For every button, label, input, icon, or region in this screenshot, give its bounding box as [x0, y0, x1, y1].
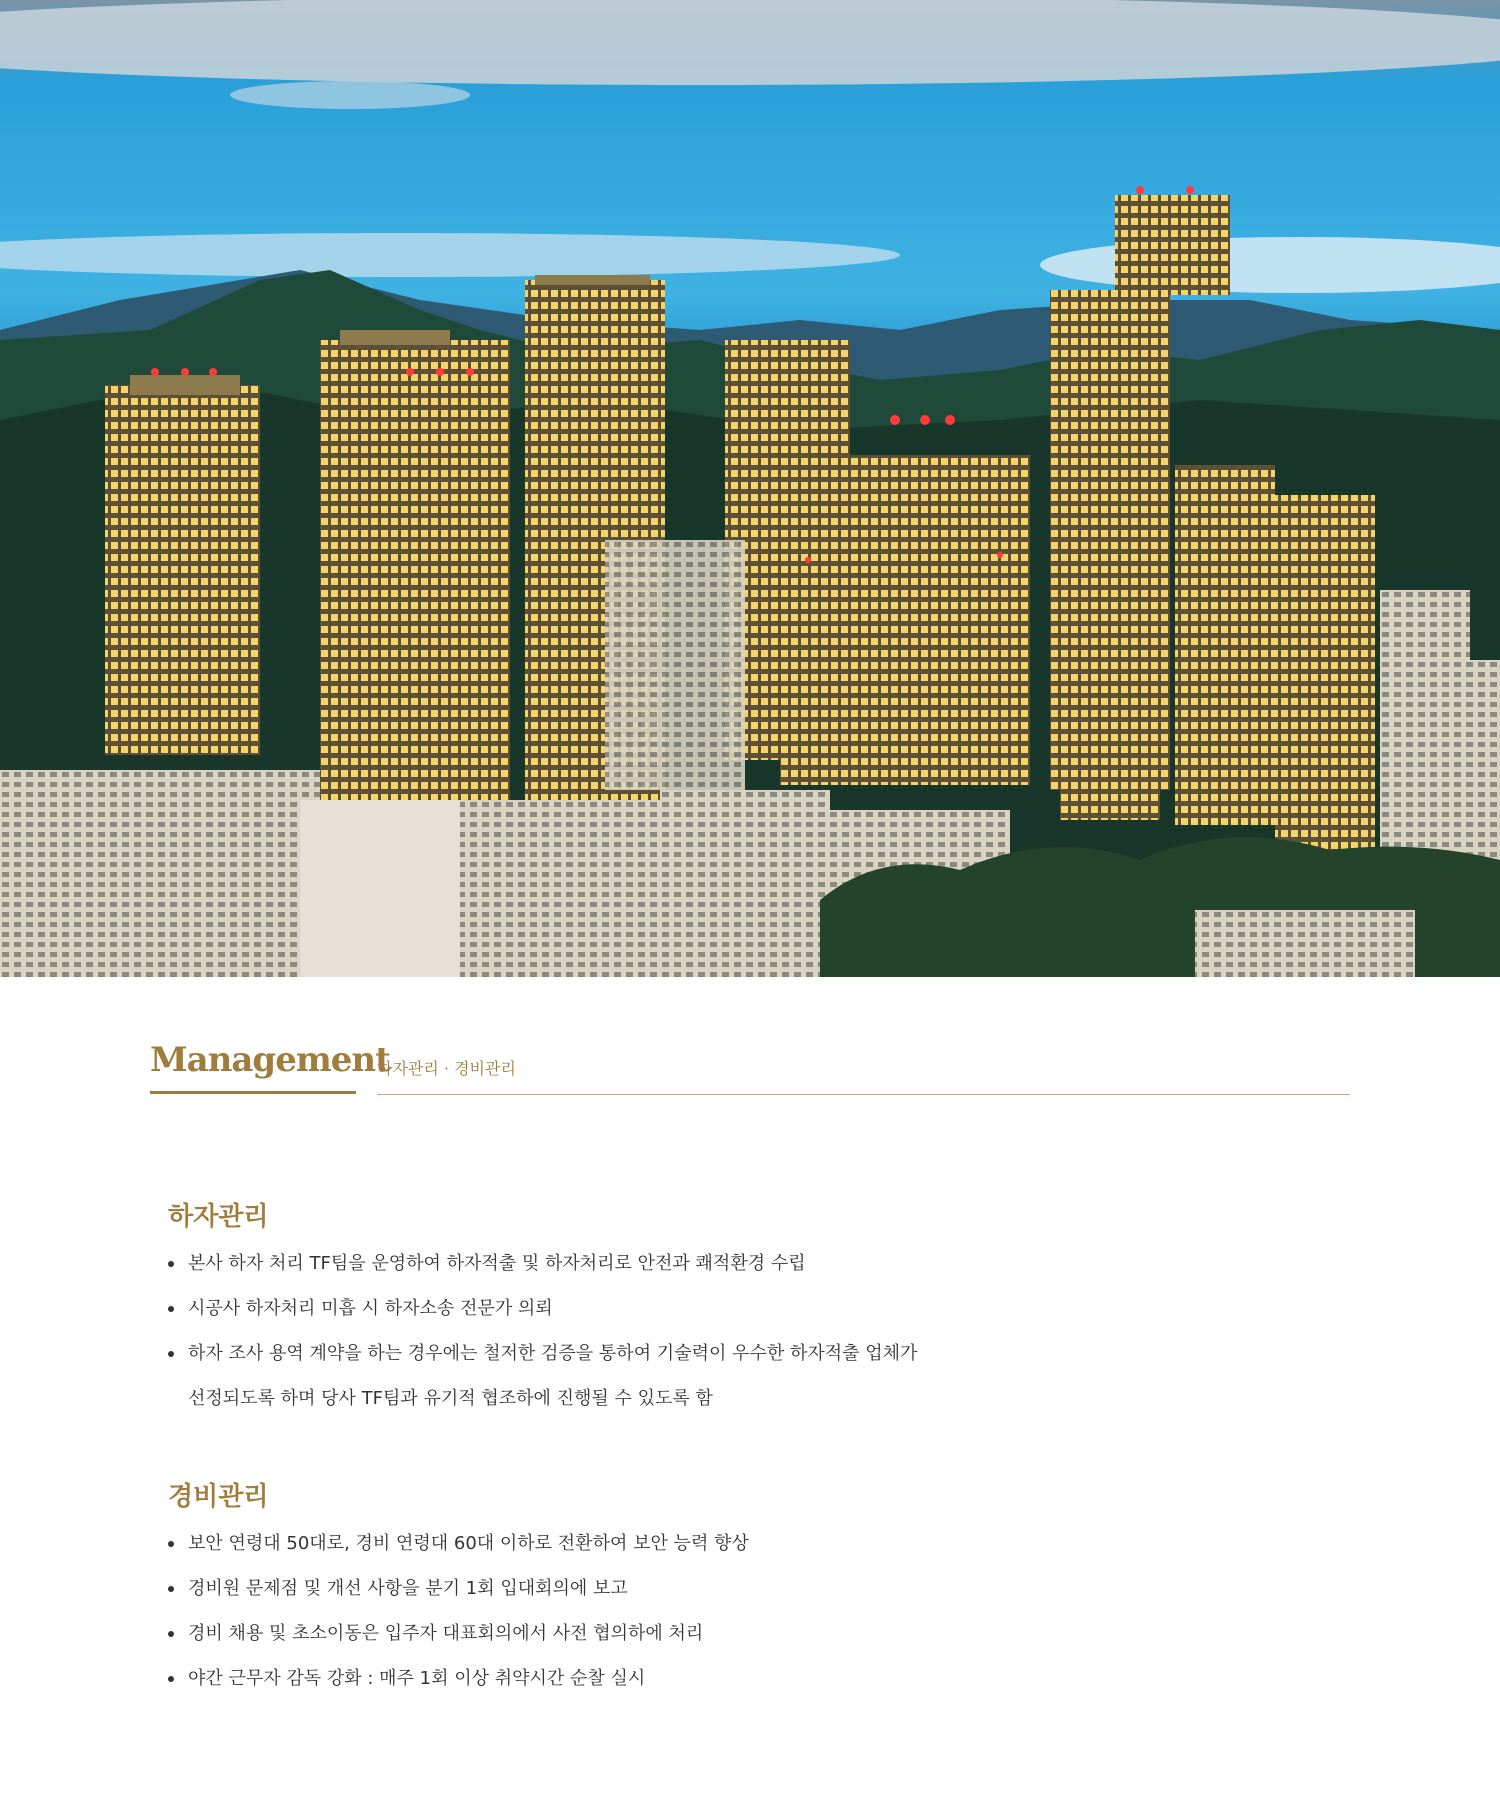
list-item-text: 경비원 문제점 및 개선 사항을 분기 1회 입대회의에 보고 [188, 1578, 628, 1599]
list-item-text: 야간 근무자 감독 강화 : 매주 1회 이상 취약시간 순찰 실시 [188, 1668, 646, 1689]
section-title-security: 경비관리 [168, 1482, 269, 1512]
list-item [168, 1566, 749, 1611]
list-item [168, 1241, 917, 1286]
security-list [168, 1521, 749, 1701]
management-subtitle: 하자관리 · 경비관리 [377, 1059, 516, 1078]
list-item-text: 보안 연령대 50대로, 경비 연령대 60대 이하로 전환하여 보안 능력 향상 [188, 1533, 749, 1554]
list-item-text: 하자 조사 용역 계약을 하는 경우에는 철저한 검증을 통하여 기술력이 우수한 하자적출 업체가 [188, 1343, 918, 1364]
title-underline [150, 1091, 356, 1094]
section-title-defect: 하자관리 [168, 1202, 269, 1232]
defect-list [168, 1241, 917, 1421]
list-item [168, 1521, 749, 1566]
list-item [168, 1331, 917, 1421]
list-item-continuation: 선정되도록 하며 당사 TF팀과 유기적 협조하에 진행될 수 있도록 함 [188, 1388, 713, 1409]
list-item-text: 시공사 하자처리 미흡 시 하자소송 전문가 의뢰 [188, 1298, 553, 1319]
list-item [168, 1611, 749, 1656]
list-item-text: 경비 채용 및 초소이동은 입주자 대표회의에서 사전 협의하에 처리 [188, 1623, 704, 1644]
list-item [168, 1286, 917, 1331]
management-title: Management [150, 1040, 390, 1080]
list-item-text: 본사 하자 처리 TF팀을 운영하여 하자적출 및 하자처리로 안전과 쾌적환경 수립 [188, 1253, 806, 1274]
header-divider [377, 1094, 1350, 1095]
list-item [168, 1656, 749, 1701]
